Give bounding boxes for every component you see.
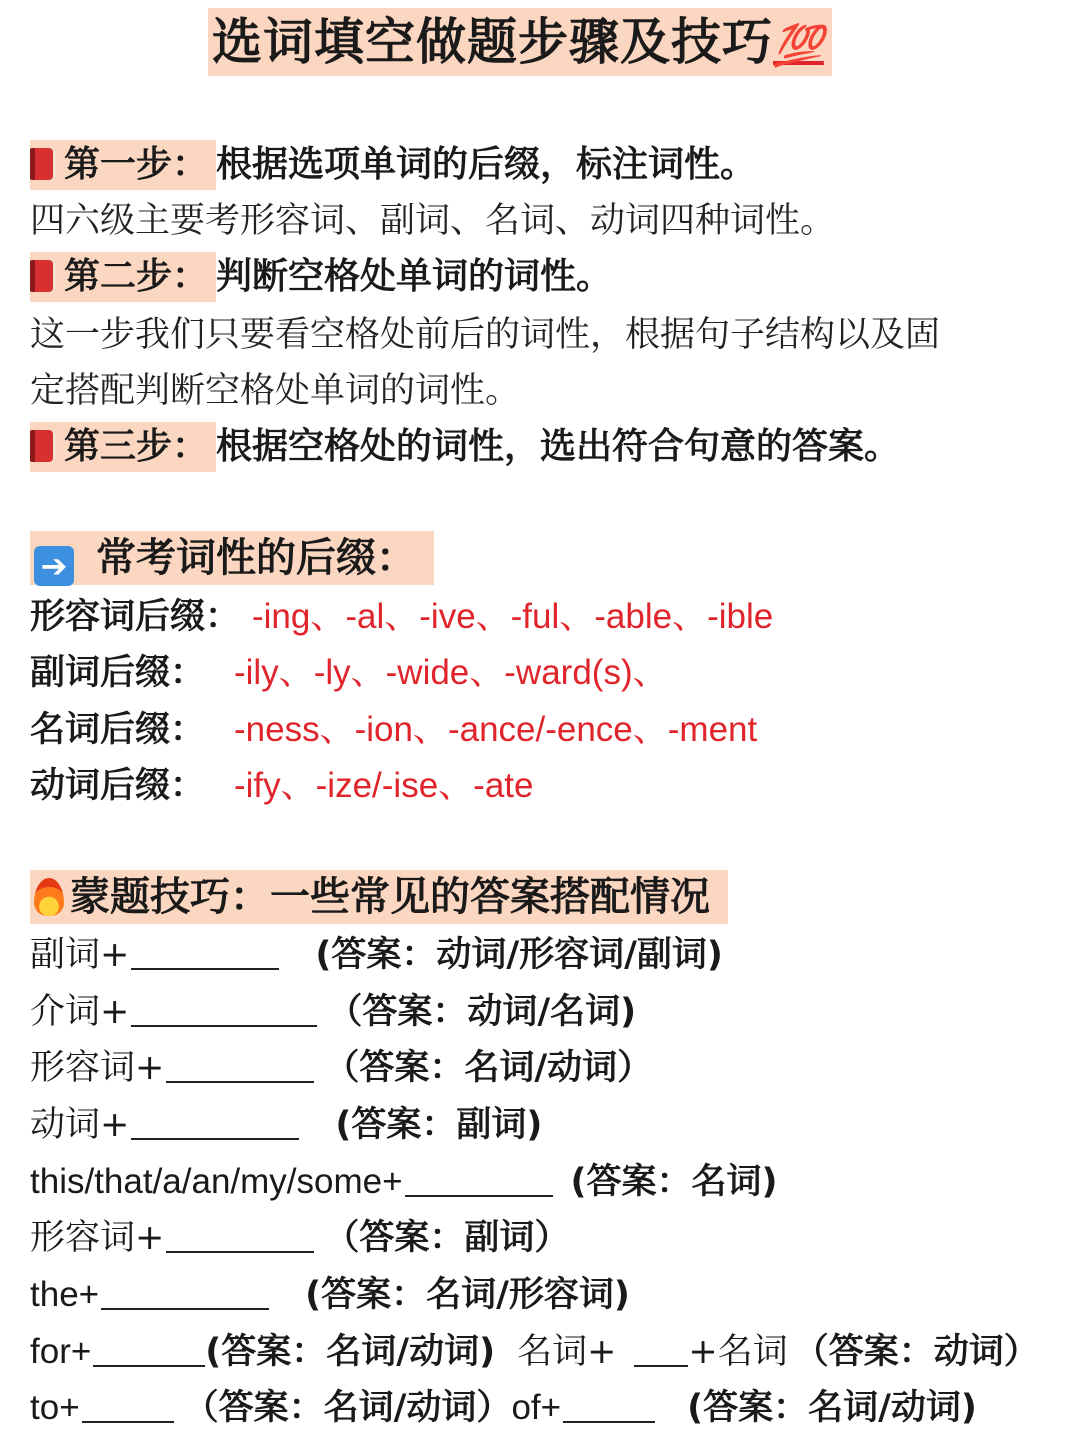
step-2-label: 第二步： bbox=[30, 252, 216, 302]
tip-answer: （答案：动词/名词) bbox=[327, 992, 637, 1032]
step-3-text: 根据空格处的词性，选出符合句意的答案。 bbox=[216, 426, 901, 467]
tip-prefix: for+ bbox=[30, 1332, 92, 1371]
red-book-icon bbox=[30, 260, 56, 292]
step-2-text: 判断空格处单词的词性。 bbox=[216, 256, 613, 297]
red-book-icon bbox=[30, 148, 56, 180]
tip-answer: （答案：名词/动词） bbox=[183, 1388, 512, 1428]
suffix-value: -ness、-ion、-ance/-ence、-ment bbox=[234, 710, 758, 749]
step-1-text: 根据选项单词的后缀，标注词性。 bbox=[216, 144, 757, 185]
tips-section-heading: 蒙题技巧：一些常见的答案搭配情况 bbox=[30, 870, 728, 924]
answer-blank bbox=[405, 1157, 553, 1197]
answer-blank bbox=[131, 1100, 299, 1140]
step-3-label: 第三步： bbox=[30, 422, 216, 472]
step-1 bbox=[30, 140, 756, 190]
tip-prefix: to+ bbox=[30, 1388, 80, 1427]
tip-row bbox=[30, 1383, 977, 1433]
answer-blank bbox=[101, 1270, 269, 1310]
suffix-value: -ing、-al、-ive、-ful、-able、-ible bbox=[252, 597, 774, 636]
step-2 bbox=[30, 252, 612, 302]
tip-row bbox=[30, 1157, 778, 1207]
answer-blank bbox=[131, 987, 317, 1027]
tip-prefix: 介词+ bbox=[30, 992, 130, 1032]
tip-answer: (答案：名词) bbox=[570, 1162, 778, 1202]
hundred-points-icon: 💯 bbox=[773, 23, 824, 69]
tip-answer: (答案：名词/形容词) bbox=[305, 1275, 630, 1315]
tip-answer: （答案：动词） bbox=[793, 1332, 1039, 1372]
tip-row bbox=[30, 1213, 569, 1263]
answer-blank bbox=[563, 1383, 655, 1423]
tip-row bbox=[30, 1100, 542, 1150]
tip-answer: （答案：名词/动词） bbox=[324, 1048, 653, 1088]
suffix-value: -ify、-ize/-ise、-ate bbox=[234, 766, 534, 805]
tip-answer: （答案：副词） bbox=[324, 1218, 570, 1258]
right-arrow-icon: ➔ bbox=[34, 546, 74, 586]
tip-prefix: 形容词+ bbox=[30, 1218, 165, 1258]
answer-blank bbox=[93, 1327, 205, 1367]
suffix-key: 副词后缀： bbox=[30, 653, 206, 693]
tip-answer: (答案：动词/形容词/副词) bbox=[315, 935, 723, 975]
tip-prefix: 副词+ bbox=[30, 935, 130, 975]
tip-suffix: +名词 bbox=[688, 1332, 788, 1372]
step-1-label: 第一步： bbox=[30, 140, 216, 190]
answer-blank bbox=[166, 1043, 314, 1083]
suffix-key: 动词后缀： bbox=[30, 766, 206, 806]
tip-prefix: this/that/a/an/my/some+ bbox=[30, 1162, 403, 1201]
suffix-value: -ily、-ly、-wide、-ward(s)、 bbox=[234, 653, 668, 692]
answer-blank bbox=[634, 1327, 688, 1367]
step-2-desc-line: 这一步我们只要看空格处前后的词性，根据句子结构以及固 bbox=[30, 315, 941, 355]
tip-answer: (答案：名词/动词) bbox=[205, 1332, 496, 1372]
tip-row bbox=[30, 1043, 652, 1093]
step-3 bbox=[30, 422, 900, 472]
tip-prefix: 动词+ bbox=[30, 1105, 130, 1145]
suffix-key: 名词后缀： bbox=[30, 710, 206, 750]
answer-blank bbox=[166, 1213, 314, 1253]
title-text: 选词填空做题步骤及技巧 bbox=[212, 13, 773, 71]
tip-answer: (答案：名词/动词) bbox=[687, 1388, 977, 1428]
tip-prefix: the+ bbox=[30, 1275, 100, 1314]
tip-prefix: 名词+ bbox=[517, 1332, 617, 1372]
step-2-desc-line: 定搭配判断空格处单词的词性。 bbox=[30, 371, 521, 411]
suffix-row-adverb bbox=[30, 648, 668, 698]
fire-icon bbox=[34, 878, 64, 916]
step-1-desc-line: 四六级主要考形容词、副词、名词、动词四种词性。 bbox=[30, 201, 836, 241]
suffix-row-noun bbox=[30, 705, 757, 755]
page-title bbox=[208, 8, 832, 76]
tip-row bbox=[30, 1270, 630, 1320]
suffix-key: 形容词后缀： bbox=[30, 597, 241, 637]
red-book-icon bbox=[30, 430, 56, 462]
suffix-row-verb bbox=[30, 761, 533, 811]
suffix-section-heading: ➔ 常考词性的后缀： bbox=[30, 531, 434, 585]
tip-prefix: 形容词+ bbox=[30, 1048, 165, 1088]
tip-row bbox=[30, 1327, 1039, 1377]
suffix-row-adjective bbox=[30, 592, 773, 642]
tip-row bbox=[30, 930, 723, 980]
answer-blank bbox=[131, 930, 279, 970]
answer-blank bbox=[82, 1383, 174, 1423]
tip-row bbox=[30, 987, 636, 1037]
tip-answer: (答案：副词) bbox=[335, 1105, 543, 1145]
tip-prefix: of+ bbox=[511, 1388, 562, 1427]
